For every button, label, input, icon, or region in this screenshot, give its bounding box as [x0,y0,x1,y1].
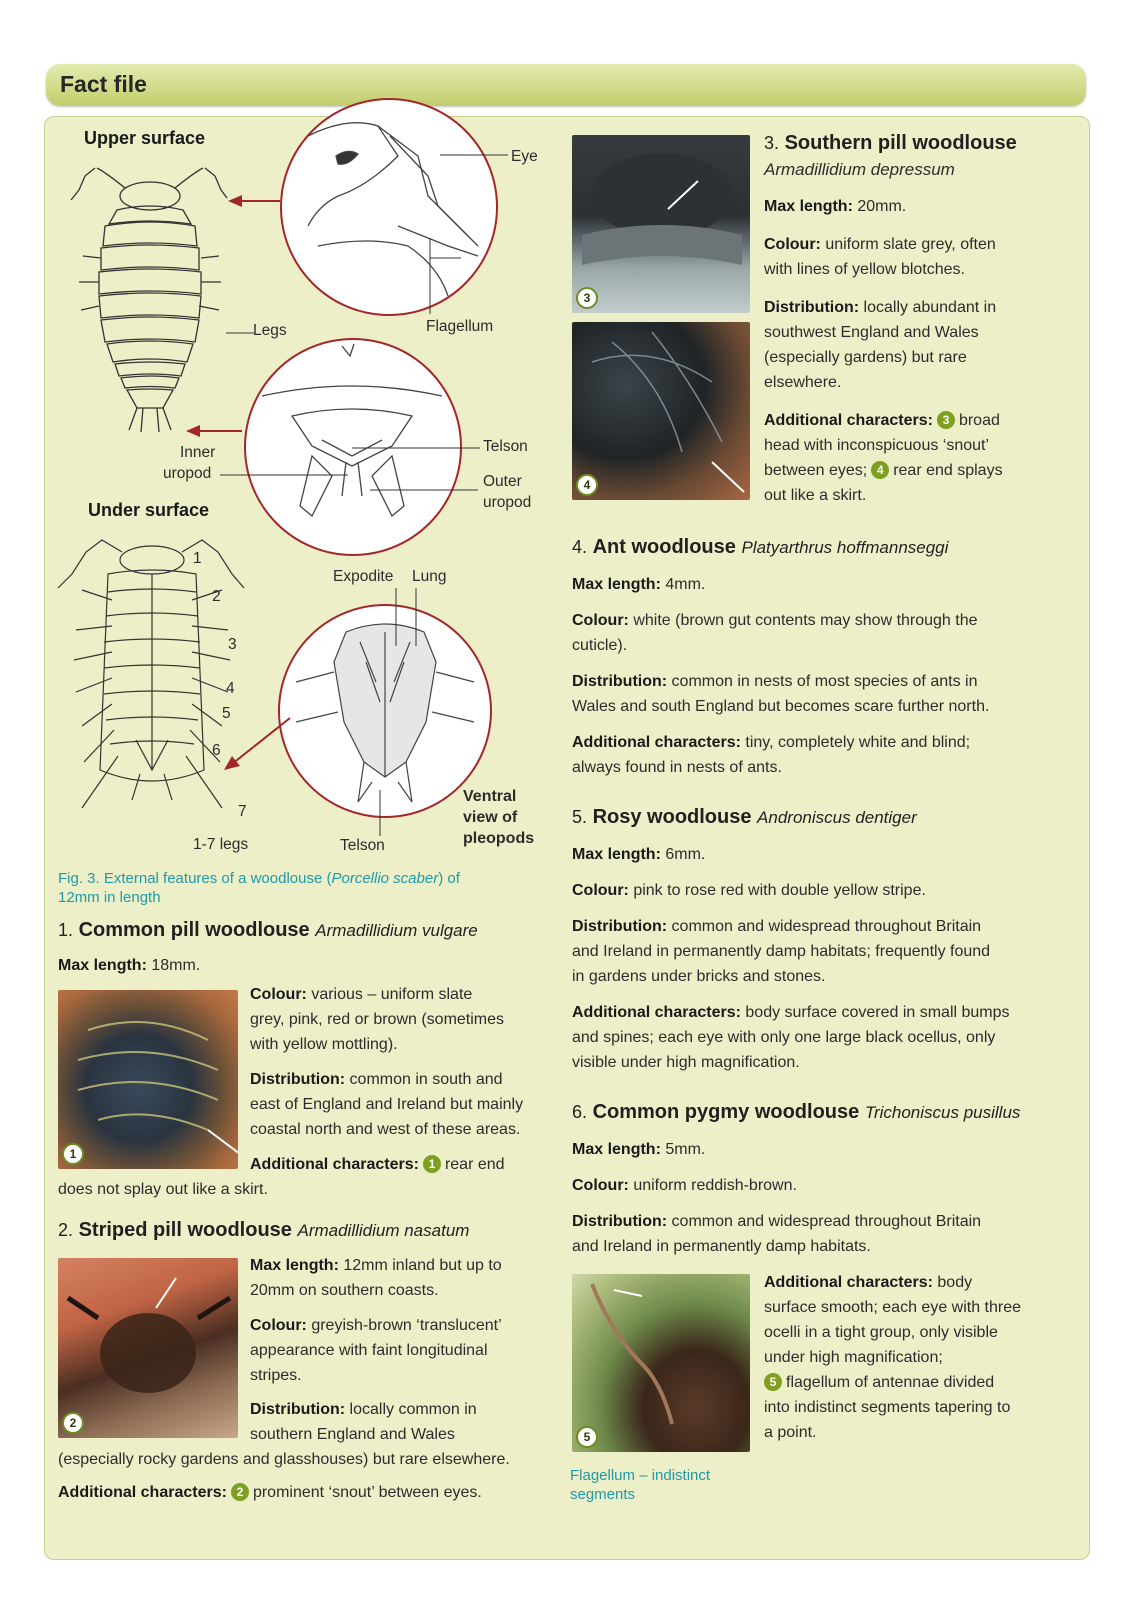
species-6-colour: Colour: uniform reddish-brown. [572,1177,797,1194]
species-1-heading: 1. Common pill woodlouse Armadillidium vulgare [58,919,478,941]
label-legs-range: 1-7 legs [193,836,249,853]
photo-number-3: 3 [576,287,598,309]
upper-surface-drawing [55,160,240,445]
marker-1: 1 [423,1155,441,1173]
species-2-colour-1: Colour: greyish-brown ‘translucent’ [250,1317,502,1334]
species-5-max-length: Max length: 6mm. [572,846,706,863]
species-3-additional-3: between eyes; 4 rear end splays [764,462,1003,479]
photo-5-caption-2: segments [570,1486,636,1503]
species-6-additional-4: under high magnification; [764,1349,943,1366]
species-2-max-length-1: Max length: 12mm inland but up to [250,1257,502,1274]
species-1-colour-2: grey, pink, red or brown (sometimes [250,1011,505,1028]
photo-number-5: 5 [576,1426,598,1448]
leg-number-2: 2 [212,588,221,605]
marker-5: 5 [764,1373,782,1391]
species-2-max-length-2: 20mm on southern coasts. [250,1282,439,1299]
species-5-heading: 5. Rosy woodlouse Androniscus dentiger [572,806,917,828]
species-5-dist-2: and Ireland in permanently damp habitats; frequently found [572,943,991,960]
species-3-additional-1: Additional characters: 3 broad [764,412,1000,429]
outer-uropod-pointer-line [370,485,480,495]
species-3-max-length: Max length: 20mm. [764,198,907,215]
species-3-additional-2: head with inconspicuous ‘snout’ [764,437,990,454]
species-6-additional-7: a point. [764,1424,817,1441]
label-inner-uropod-1: Inner [180,444,216,461]
eye-pointer-line [440,150,510,160]
species-3-dist-4: elsewhere. [764,374,842,391]
photo-striped-pill-woodlouse [58,1258,238,1438]
species-2-dist-3: (especially rocky gardens and glasshouses) but rare elsewhere. [58,1451,510,1468]
photo-southern-pill-head [572,135,750,313]
species-2-heading: 2. Striped pill woodlouse Armadillidium nasatum [58,1219,470,1241]
species-3-dist-3: (especially gardens) but rare [764,349,967,366]
species-4-additional-1: Additional characters: tiny, completely white and blind; [572,734,971,751]
species-1-dist-1: Distribution: common in south and [250,1071,503,1088]
species-4-colour-1: Colour: white (brown gut contents may show through the [572,612,978,629]
species-1-dist-2: east of England and Ireland but mainly [250,1096,524,1113]
label-telson-bottom: Telson [340,837,385,854]
label-outer-uropod-2: uropod [483,494,532,511]
pleopods-arrow [222,714,292,774]
marker-2: 2 [231,1483,249,1501]
label-eye: Eye [511,148,538,165]
species-4-dist-1: Distribution: common in nests of most species of ants in [572,673,978,690]
figure-caption-line2: 12mm in length [58,889,161,906]
photo-number-1: 1 [62,1143,84,1165]
species-1-additional-1: Additional characters: 1 rear end [250,1156,505,1173]
marker-3: 3 [937,411,955,429]
label-ventral-1: Ventral [463,788,517,805]
species-2-colour-2: appearance with faint longitudinal [250,1342,488,1359]
species-6-additional-2: surface smooth; each eye with three [764,1299,1022,1316]
page-title: Fact file [60,71,147,97]
expodite-lung-pointer-lines [390,588,430,648]
leg-number-4: 4 [226,680,235,697]
photo-southern-pill-rear [572,322,750,500]
leg-number-1: 1 [193,550,202,567]
species-5-dist-3: in gardens under bricks and stones. [572,968,826,985]
species-5-additional-1: Additional characters: body surface covered in small bumps [572,1004,1010,1021]
species-5-additional-2: and spines; each eye with only one large black ocellus, only [572,1029,996,1046]
species-4-dist-2: Wales and south England but becomes scare further north. [572,698,990,715]
photo-common-pill-woodlouse [58,990,238,1169]
leg-number-7: 7 [238,803,247,820]
species-3-heading-common: 3. Southern pill woodlouse [764,132,1017,154]
head-detail-circle [278,96,500,318]
species-4-additional-2: always found in nests of ants. [572,759,782,776]
label-ventral-2: view of [463,809,518,826]
label-expodite: Expodite [333,568,394,585]
tail-arrow [186,423,244,439]
species-4-colour-2: cuticle). [572,637,628,654]
label-legs: Legs [253,322,287,339]
species-1-colour-3: with yellow mottling). [250,1036,398,1053]
label-ventral-3: pleopods [463,830,535,847]
species-1-dist-3: coastal north and west of these areas. [250,1121,521,1138]
head-arrow [228,193,282,209]
telson-pointer-line [352,443,482,453]
species-3-additional-4: out like a skirt. [764,487,867,504]
leg-number-3: 3 [228,636,237,653]
species-6-dist-1: Distribution: common and widespread throughout Britain [572,1213,982,1230]
species-2-dist-2: southern England and Wales [250,1426,455,1443]
species-2-additional: Additional characters: 2 prominent ‘snout’ between eyes. [58,1484,482,1501]
species-3-latin: Armadillidium depressum [764,160,955,179]
species-6-max-length: Max length: 5mm. [572,1141,706,1158]
telson-bottom-pointer-line [377,790,383,838]
species-6-additional-1: Additional characters: body [764,1274,973,1291]
fact-file-header [46,64,1086,106]
marker-4: 4 [871,461,889,479]
under-surface-label: Under surface [88,500,210,520]
species-3-dist-2: southwest England and Wales [764,324,979,341]
inner-uropod-pointer-line [220,470,350,480]
species-6-additional-5: 5 flagellum of antennae divided [764,1370,994,1395]
photo-number-4: 4 [576,474,598,496]
species-1-max-length: Max length: 18mm. [58,957,201,974]
under-surface-drawing [52,530,247,830]
species-2-dist-1: Distribution: locally common in [250,1401,477,1418]
species-4-max-length: Max length: 4mm. [572,576,706,593]
species-5-colour: Colour: pink to rose red with double yellow stripe. [572,882,926,899]
species-1-colour-1: Colour: various – uniform slate [250,986,473,1003]
species-4-heading: 4. Ant woodlouse Platyarthrus hoffmannseggi [572,536,949,558]
species-6-additional-6: into indistinct segments tapering to [764,1399,1011,1416]
pleopods-detail-circle [276,602,494,820]
label-flagellum: Flagellum [426,318,494,335]
species-6-heading: 6. Common pygmy woodlouse Trichoniscus pusillus [572,1101,1021,1123]
leg-number-6: 6 [212,742,221,759]
photo-common-pygmy-woodlouse [572,1274,750,1452]
leg-number-5: 5 [222,705,231,722]
species-3-colour-2: with lines of yellow blotches. [764,261,965,278]
species-5-dist-1: Distribution: common and widespread throughout Britain [572,918,982,935]
label-outer-uropod-1: Outer [483,473,522,490]
species-3-dist-1: Distribution: locally abundant in [764,299,997,316]
species-1-additional-2: does not splay out like a skirt. [58,1181,268,1198]
species-3-colour-1: Colour: uniform slate grey, often [764,236,996,253]
species-6-additional-3: ocelli in a tight group, only visible [764,1324,998,1341]
species-6-dist-2: and Ireland in permanently damp habitats. [572,1238,871,1255]
upper-surface-label: Upper surface [84,128,206,148]
label-inner-uropod-2: uropod [163,465,212,482]
label-lung: Lung [412,568,447,585]
photo-number-2: 2 [62,1412,84,1434]
label-telson: Telson [483,438,528,455]
flagellum-pointer-line [425,238,465,318]
photo-5-caption-1: Flagellum – indistinct [570,1467,711,1484]
figure-caption-line1: Fig. 3. External features of a woodlouse (Porcellio scaber) of [58,870,460,887]
species-5-additional-3: visible under high magnification. [572,1054,800,1071]
species-2-colour-3: stripes. [250,1367,302,1384]
